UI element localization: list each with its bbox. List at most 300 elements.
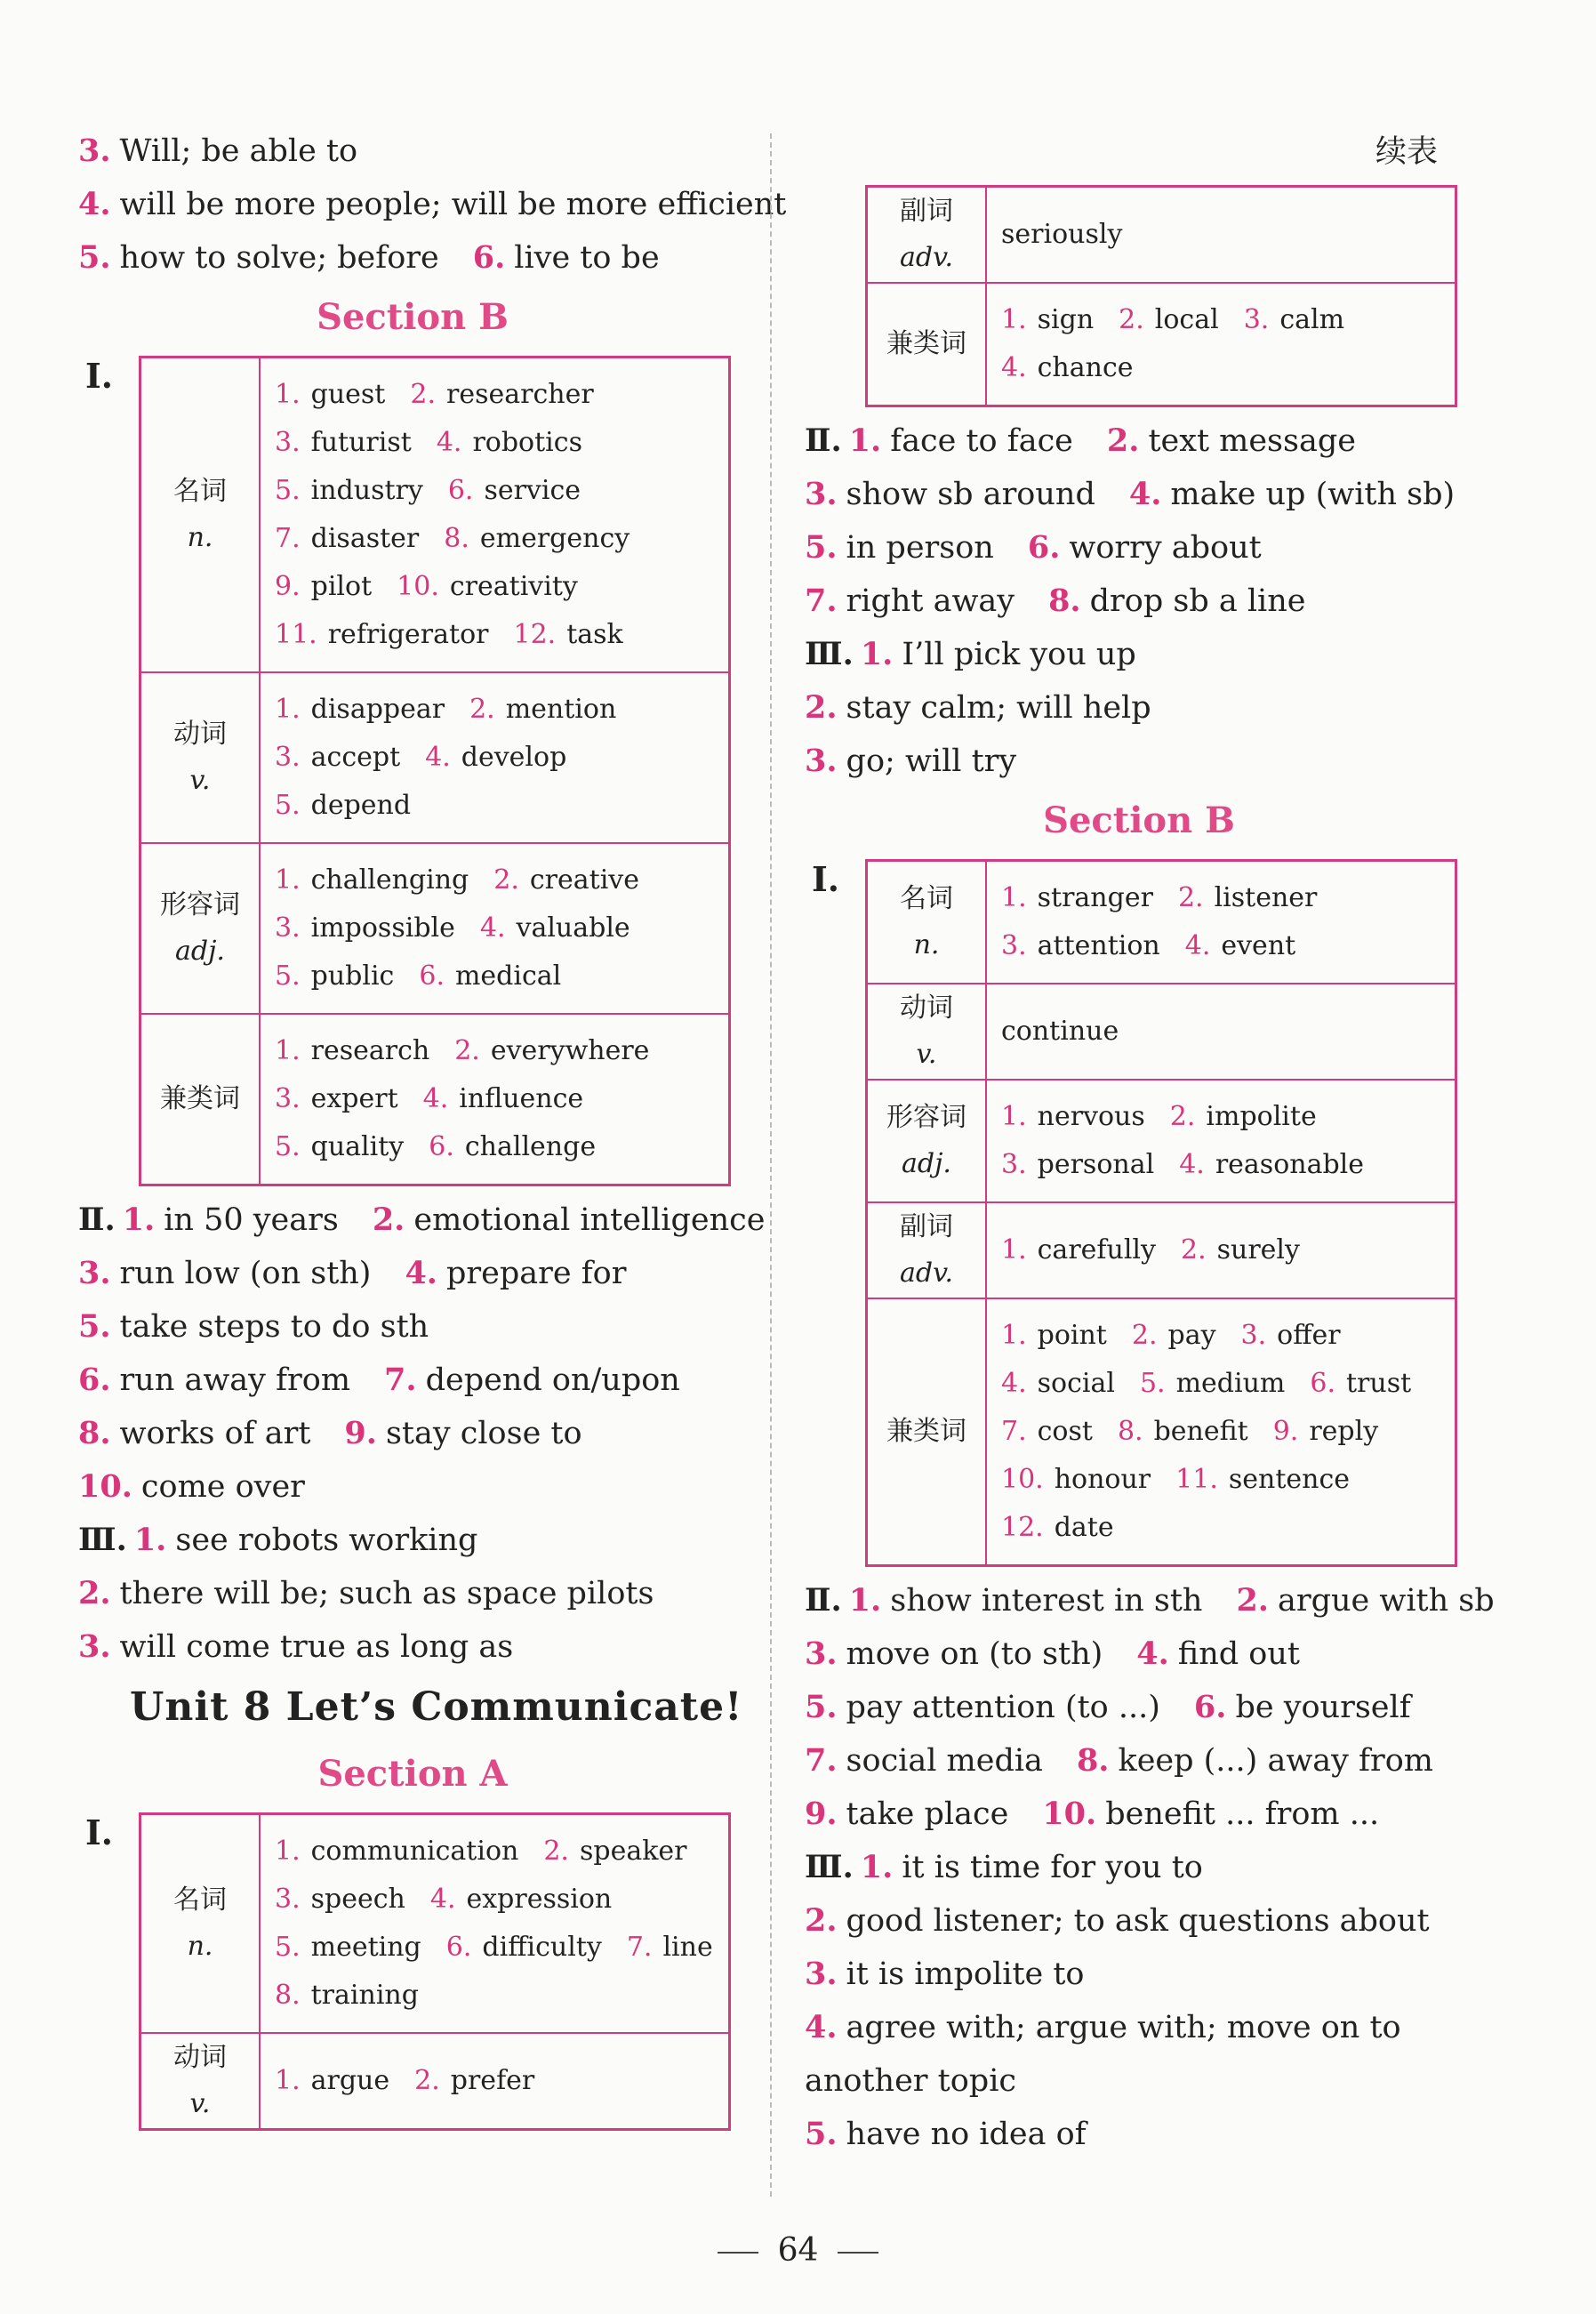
table-roman-numeral: Ⅰ.: [85, 356, 114, 396]
item-text: Will; be able to: [119, 133, 358, 169]
word-class-label: 形容词: [160, 889, 240, 920]
item-number: 2.: [469, 694, 495, 725]
word-class-cell: [140, 1814, 261, 2034]
item-text: make up (with sb): [1170, 477, 1456, 512]
word-class-label: 名词: [173, 476, 227, 507]
word: surely: [1216, 1234, 1300, 1265]
item-text: drop sb a line: [1089, 583, 1306, 619]
item-number: 10.: [1042, 1796, 1097, 1832]
word: public: [310, 960, 395, 992]
item-text: argue with sb: [1277, 1583, 1495, 1619]
item-number: 4.: [805, 2009, 838, 2045]
item-number: 4.: [479, 912, 506, 944]
item-number: 3.: [805, 1956, 838, 1992]
answer-line: [78, 1300, 747, 1354]
word: date: [1054, 1512, 1114, 1543]
item-number: 1.: [1001, 882, 1027, 913]
item-number: 4.: [1136, 1635, 1169, 1672]
word-class-label: 副词: [900, 1211, 953, 1242]
words-line: [275, 686, 714, 734]
answer-line: [805, 2001, 1473, 2054]
page-number: 64: [777, 2232, 819, 2269]
word: robotics: [472, 427, 582, 458]
item-number: 4.: [429, 1884, 456, 1915]
words-line: [275, 734, 714, 782]
word: quality: [310, 1131, 405, 1162]
item-text: how to solve; before: [119, 240, 439, 276]
word: continue: [1001, 1016, 1119, 1047]
word: prefer: [450, 2065, 535, 2096]
words-line: [1001, 211, 1440, 259]
item-number: 5.: [275, 475, 301, 506]
answer-lines-top: [78, 125, 787, 285]
word-class-cell: [140, 2033, 261, 2130]
item-number: 2.: [454, 1035, 480, 1066]
answer-line: [805, 2108, 1473, 2161]
word-class-cell: [867, 283, 987, 406]
item-text: keep (...) away from: [1118, 1743, 1433, 1779]
section-b-title: Section B: [317, 296, 509, 338]
words-cell: [986, 1202, 1456, 1298]
word: sentence: [1228, 1464, 1351, 1495]
item-number: 4.: [1179, 1149, 1205, 1180]
item-number: 9.: [805, 1796, 838, 1832]
section-a-title: Section A: [317, 1753, 508, 1795]
word-class-label: 副词: [900, 196, 953, 227]
item-number: 3.: [275, 912, 301, 944]
vocab-table: [139, 1812, 731, 2131]
item-number: 1.: [848, 1582, 882, 1619]
word: industry: [310, 475, 423, 506]
item-number: 12.: [1001, 1512, 1044, 1543]
word: speech: [310, 1884, 405, 1915]
item-text: take steps to do sth: [119, 1309, 429, 1345]
item-number: 8.: [444, 523, 469, 554]
words-line: [1001, 1008, 1440, 1056]
item-text: in person: [846, 530, 994, 566]
item-text: worry about: [1069, 530, 1262, 566]
item-number: 1.: [133, 1522, 167, 1558]
word: point: [1037, 1320, 1107, 1351]
table-roman-numeral: Ⅰ.: [812, 859, 840, 899]
item-number: 9.: [1272, 1416, 1299, 1447]
word: stranger: [1037, 882, 1153, 913]
item-number: 5.: [275, 1131, 301, 1162]
item-number: 7.: [805, 583, 838, 619]
item-number: 5.: [805, 2116, 838, 2152]
word-class-abbr: n.: [187, 522, 213, 553]
word-class-abbr: adj.: [175, 936, 225, 967]
item-number: 2.: [1177, 882, 1204, 913]
word: local: [1154, 304, 1219, 335]
vocab-row: [140, 1814, 730, 2034]
word: creativity: [449, 571, 578, 602]
word: develop: [461, 742, 567, 773]
item-text: face to face: [890, 423, 1073, 459]
item-number: 3.: [805, 1635, 838, 1672]
item-text: run low (on sth): [119, 1256, 372, 1291]
word-class-cell: [140, 672, 261, 843]
word: creative: [529, 864, 639, 896]
answer-line: [805, 1948, 1473, 2001]
word: mention: [505, 694, 617, 725]
dash-right: [838, 2252, 878, 2254]
vocab-row: [867, 1298, 1456, 1566]
word: impolite: [1206, 1101, 1317, 1132]
item-text: take place: [846, 1796, 1009, 1832]
item-number: 9.: [344, 1415, 377, 1451]
item-number: 12.: [513, 619, 557, 650]
word: training: [310, 1980, 419, 2011]
words-cell: [260, 672, 730, 843]
vocab-row: [867, 984, 1456, 1080]
item-text: will be more people; will be more efficient: [119, 187, 787, 222]
item-number: 1.: [860, 1849, 894, 1885]
item-number: 6.: [419, 960, 445, 992]
item-number: 1.: [275, 1035, 301, 1066]
words-line: [275, 952, 714, 1000]
item-text: live to be: [514, 240, 660, 276]
item-text: emotional intelligence: [413, 1202, 766, 1238]
words-line: [1001, 1312, 1440, 1360]
item-number: 3.: [275, 742, 301, 773]
word: benefit: [1153, 1416, 1248, 1447]
words-cell: [986, 984, 1456, 1080]
item-text: will come true as long as: [119, 1629, 514, 1665]
word: cost: [1037, 1416, 1093, 1447]
item-number: 5.: [78, 239, 111, 276]
item-number: 8.: [1117, 1416, 1143, 1447]
word-class-cell: [140, 843, 261, 1014]
words-line: [1001, 344, 1440, 392]
word-class-label: 兼类词: [886, 328, 966, 359]
words-line: [275, 1123, 714, 1171]
item-number: 5.: [275, 1932, 301, 1963]
words-line: [275, 371, 714, 419]
item-text: see robots working: [175, 1523, 478, 1558]
words-cell: [986, 1080, 1456, 1202]
item-number: 1.: [275, 694, 301, 725]
word: nervous: [1037, 1101, 1145, 1132]
answer-line: [805, 628, 1473, 681]
words-line: [275, 1924, 714, 1972]
item-text: go; will try: [846, 743, 1017, 779]
vocab-row: [140, 1014, 730, 1185]
vocab-row: [867, 1080, 1456, 1202]
item-number: 5.: [805, 1689, 838, 1725]
word-class-label: 动词: [173, 2042, 227, 2073]
word: difficulty: [482, 1932, 602, 1963]
word: carefully: [1037, 1234, 1156, 1265]
item-text: agree with; argue with; move on to: [846, 2010, 1401, 2045]
item-number: 1.: [275, 1836, 301, 1867]
item-number: 3.: [78, 133, 111, 169]
word: futurist: [310, 427, 412, 458]
word: pilot: [310, 571, 373, 602]
word: meeting: [310, 1932, 421, 1963]
item-number: 6.: [1027, 529, 1061, 566]
item-text: run away from: [119, 1362, 351, 1398]
words-line: [275, 467, 714, 515]
continued-table-block: [805, 185, 1473, 407]
words-line: [1001, 1360, 1440, 1408]
vocab-table: [865, 185, 1457, 407]
word-class-abbr: adv.: [899, 242, 953, 273]
item-number: 2.: [372, 1201, 405, 1238]
item-text: have no idea of: [846, 2117, 1087, 2152]
vocab-row: [140, 843, 730, 1014]
item-text: in 50 years: [164, 1202, 339, 1238]
item-number: 2.: [1236, 1582, 1269, 1619]
item-number: 4.: [1001, 1368, 1027, 1399]
item-number: 7.: [1001, 1416, 1027, 1447]
item-number: 6.: [429, 1131, 454, 1162]
vocab-row: [140, 2033, 730, 2130]
words-cell: [260, 358, 730, 673]
words-line: [275, 419, 714, 467]
item-number: 2.: [78, 1575, 111, 1611]
item-number: 9.: [275, 571, 301, 602]
word: event: [1221, 930, 1296, 961]
item-text: find out: [1177, 1636, 1300, 1672]
word: speaker: [579, 1836, 687, 1867]
item-number: 6.: [447, 475, 474, 506]
words-line: [275, 1027, 714, 1075]
item-number: 4.: [1128, 476, 1162, 512]
item-text: stay close to: [385, 1416, 582, 1451]
word-class-cell: [867, 861, 987, 984]
words-line: [275, 856, 714, 904]
item-number: 3.: [275, 1884, 301, 1915]
word: refrigerator: [327, 619, 489, 650]
answer-line: [805, 1627, 1473, 1681]
item-number: 1.: [1001, 1101, 1027, 1132]
item-number: 7.: [805, 1742, 838, 1779]
item-number: 3.: [805, 476, 838, 512]
words-line: [275, 1876, 714, 1924]
answer-line: [805, 414, 1473, 468]
answer-line: [78, 231, 747, 285]
word-class-abbr: adv.: [899, 1257, 953, 1289]
item-number: 2.: [805, 689, 838, 726]
word: sign: [1037, 304, 1095, 335]
table-roman-numeral: Ⅰ.: [85, 1812, 114, 1852]
word: service: [484, 475, 581, 506]
answer-line: [78, 1247, 747, 1300]
roman-numeral: Ⅱ.: [805, 1582, 842, 1619]
item-number: 3.: [805, 743, 838, 779]
item-number: 11.: [275, 619, 317, 650]
item-text: works of art: [119, 1416, 311, 1451]
word: accept: [310, 742, 401, 773]
vocab-row: [867, 283, 1456, 406]
word-class-abbr: v.: [189, 2088, 211, 2119]
answer-line: [805, 574, 1473, 628]
answer-line: [805, 681, 1473, 735]
answer-line: [78, 178, 787, 231]
item-number: 1.: [1001, 1320, 1027, 1351]
answer-line: [78, 1407, 747, 1460]
words-line: [1001, 1093, 1440, 1141]
item-number: 3.: [275, 427, 301, 458]
unit-title: Unit 8 Let’s Communicate!: [130, 1684, 743, 1730]
roman-numeral: Ⅱ.: [805, 422, 842, 459]
words-line: [1001, 296, 1440, 344]
item-number: 11.: [1175, 1464, 1218, 1495]
word: social: [1037, 1368, 1115, 1399]
vocab-row: [140, 358, 730, 673]
word-class-abbr: v.: [916, 1039, 937, 1070]
answer-line: [805, 1574, 1495, 1627]
word-class-cell: [140, 1014, 261, 1185]
words-line: [1001, 874, 1440, 922]
item-number: 7.: [275, 523, 301, 554]
word-class-abbr: n.: [913, 929, 940, 960]
item-number: 3.: [275, 1083, 301, 1114]
word: reasonable: [1215, 1149, 1365, 1180]
word-class-cell: [867, 1202, 987, 1298]
left-column: [78, 125, 787, 2138]
item-number: 2.: [543, 1836, 569, 1867]
item-number: 4.: [405, 1255, 437, 1291]
item-number: 8.: [78, 1415, 111, 1451]
item-number: 10.: [397, 571, 439, 602]
word: guest: [310, 379, 386, 410]
word: trust: [1346, 1368, 1412, 1399]
answer-line: [78, 125, 747, 178]
item-number: 2.: [1106, 422, 1140, 459]
words-line: [1001, 1456, 1440, 1504]
item-number: 5.: [275, 790, 301, 821]
item-number: 1.: [1001, 1234, 1027, 1265]
answer-line: [805, 2054, 1473, 2108]
answer-line: [805, 735, 1473, 788]
word-class-label: 名词: [173, 1884, 227, 1916]
word: line: [662, 1932, 713, 1963]
item-text: depend on/upon: [425, 1362, 680, 1398]
word-class-label: 动词: [900, 992, 953, 1024]
item-text: stay calm; will help: [846, 690, 1151, 726]
answer-line: [805, 468, 1473, 521]
item-number: 6.: [1193, 1689, 1227, 1725]
item-number: 2.: [1169, 1101, 1196, 1132]
word: challenging: [310, 864, 469, 896]
word: calm: [1279, 304, 1345, 335]
section-b-table-block: [78, 356, 747, 1186]
item-number: 7.: [626, 1932, 653, 1963]
word: listener: [1214, 882, 1318, 913]
vocab-row: [867, 187, 1456, 284]
item-text: there will be; such as space pilots: [119, 1576, 654, 1611]
item-text: be yourself: [1235, 1690, 1411, 1725]
item-number: 3.: [1001, 930, 1027, 961]
item-number: 3.: [1243, 304, 1270, 335]
word: emergency: [479, 523, 630, 554]
word: everywhere: [490, 1035, 650, 1066]
section-a-table-block: [78, 1812, 747, 2131]
item-number: 4.: [436, 427, 462, 458]
item-number: 1.: [275, 379, 301, 410]
item-text: pay attention (to ...): [846, 1690, 1160, 1725]
word: seriously: [1001, 219, 1123, 250]
item-text: it is impolite to: [846, 1956, 1085, 1992]
item-text: text message: [1148, 423, 1356, 459]
item-number: 1.: [122, 1201, 156, 1238]
word-class-label: 兼类词: [886, 1416, 966, 1447]
words-cell: [260, 843, 730, 1014]
word: task: [566, 619, 623, 650]
words-line: [275, 515, 714, 563]
item-number: 2.: [805, 1902, 838, 1939]
item-number: 10.: [1001, 1464, 1044, 1495]
answer-line: [78, 1567, 747, 1620]
answer-line: [805, 1788, 1473, 1841]
answer-lines-part2: [78, 1193, 766, 1674]
item-number: 3.: [78, 1628, 111, 1665]
words-line: [1001, 1226, 1440, 1274]
item-number: 1.: [848, 422, 882, 459]
word-class-label: 名词: [900, 883, 953, 914]
item-number: 5.: [78, 1308, 111, 1345]
words-line: [275, 611, 714, 659]
word-class-abbr: n.: [187, 1931, 213, 1962]
word: honour: [1054, 1464, 1151, 1495]
continued-label: 续表: [1375, 134, 1438, 170]
item-text: good listener; to ask questions about: [846, 1903, 1430, 1939]
item-number: 5.: [1139, 1368, 1166, 1399]
item-text: right away: [846, 583, 1015, 619]
vocab-table: [865, 859, 1457, 1567]
item-number: 3.: [1001, 1149, 1027, 1180]
word: pay: [1167, 1320, 1216, 1351]
words-cell: [986, 283, 1456, 406]
words-line: [1001, 1504, 1440, 1552]
item-number: 1.: [275, 864, 301, 896]
item-text: prepare for: [446, 1256, 627, 1291]
word: depend: [310, 790, 412, 821]
answer-line: [805, 1734, 1473, 1788]
words-line: [275, 1972, 714, 2020]
answer-line: [78, 1514, 747, 1567]
word: researcher: [445, 379, 594, 410]
item-number: 4.: [78, 186, 111, 222]
answer-line: [78, 1620, 747, 1674]
roman-numeral: Ⅱ.: [78, 1201, 116, 1238]
item-number: 6.: [472, 239, 506, 276]
item-text: come over: [140, 1469, 305, 1505]
word: medical: [454, 960, 562, 992]
words-line: [275, 563, 714, 611]
word-class-cell: [867, 1298, 987, 1566]
roman-numeral: Ⅲ.: [78, 1522, 127, 1558]
words-cell: [260, 1814, 730, 2034]
item-text: move on (to sth): [846, 1636, 1103, 1672]
word: argue: [310, 2065, 390, 2096]
item-text: show interest in sth: [890, 1583, 1203, 1619]
item-number: 2.: [493, 864, 519, 896]
words-line: [275, 1828, 714, 1876]
item-number: 8.: [275, 1980, 301, 2011]
words-line: [275, 2057, 714, 2105]
roman-numeral: Ⅲ.: [805, 636, 854, 672]
section-b-title-right: Section B: [1043, 799, 1235, 841]
word: influence: [459, 1083, 584, 1114]
word-class-abbr: adj.: [902, 1148, 951, 1179]
word-class-cell: [867, 984, 987, 1080]
item-text: another topic: [805, 2063, 1016, 2099]
words-line: [275, 904, 714, 952]
vocab-row: [867, 1202, 1456, 1298]
